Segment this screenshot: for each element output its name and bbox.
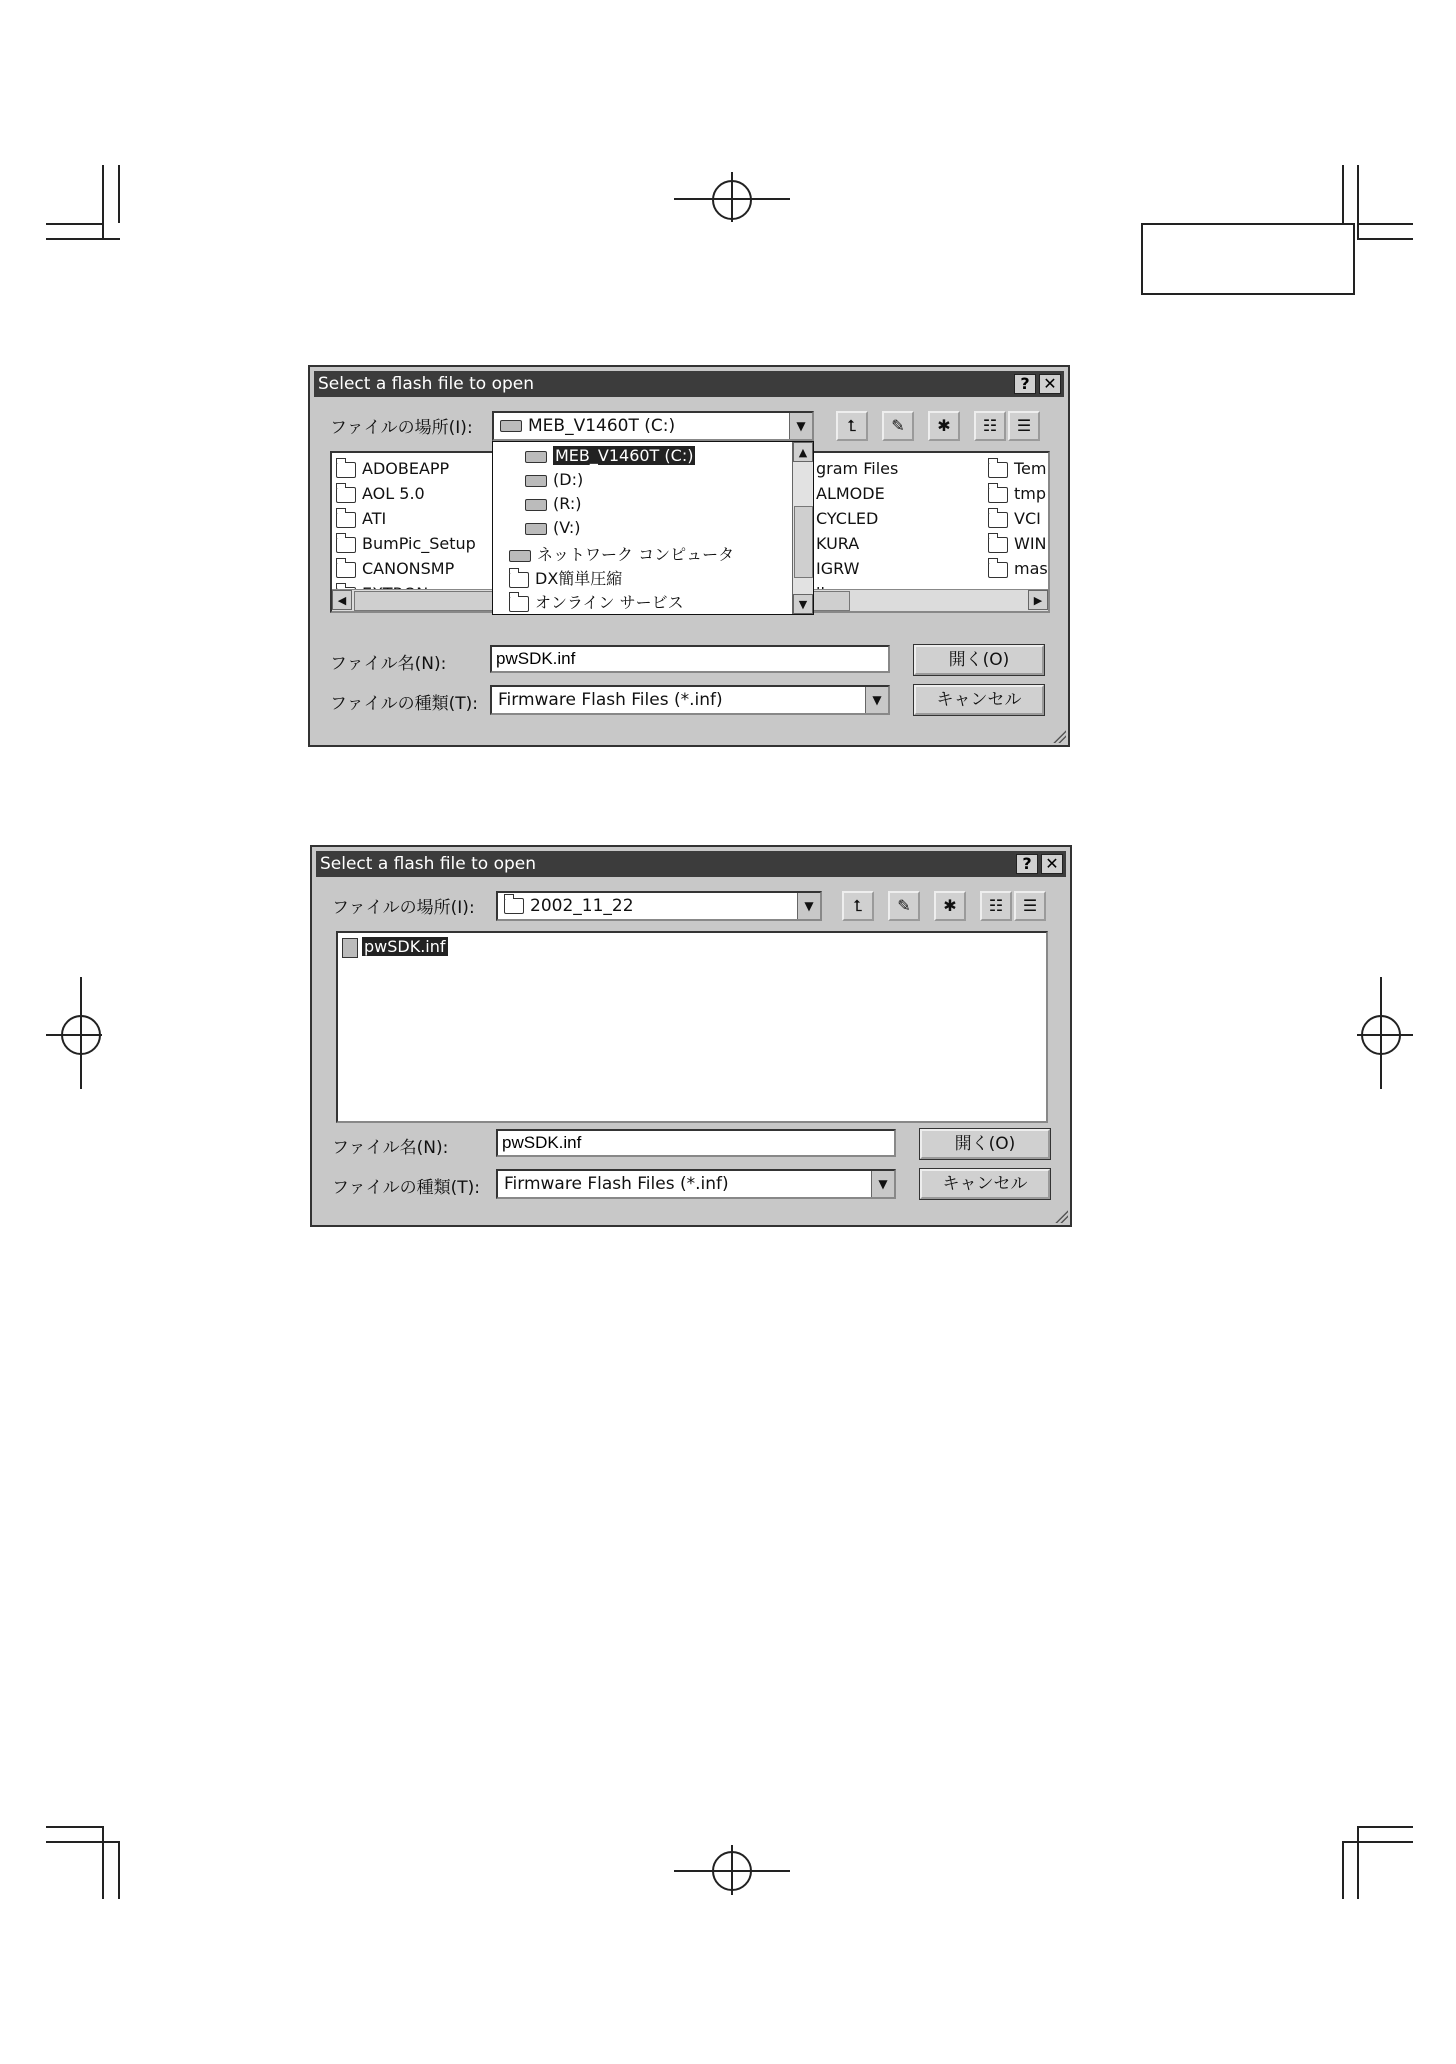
up-folder-icon: ⮤	[847, 416, 857, 435]
folder-icon	[988, 512, 1008, 528]
folder-icon	[988, 537, 1008, 553]
list-item[interactable]: mas	[988, 559, 1048, 578]
desktop-icon: ✎	[891, 416, 905, 435]
list-item[interactable]: ALMODE	[816, 484, 885, 503]
open-file-dialog-1	[308, 365, 1070, 747]
list-item[interactable]: VCI	[988, 509, 1041, 528]
chevron-down-icon[interactable]: ▼	[789, 413, 812, 439]
list-item[interactable]: gram Files	[816, 459, 899, 478]
file-icon	[342, 938, 358, 958]
folder-icon	[336, 537, 356, 553]
list-item[interactable]: CYCLED	[816, 509, 879, 528]
chevron-down-icon[interactable]: ▼	[865, 687, 888, 713]
filename-input[interactable]	[496, 1129, 896, 1157]
list-item[interactable]: ATI	[336, 509, 386, 528]
scroll-right-icon[interactable]: ▶	[1028, 590, 1048, 610]
list-item[interactable]: AOL 5.0	[336, 484, 425, 503]
cancel-button[interactable]: キャンセル	[920, 1169, 1050, 1199]
help-button[interactable]: ?	[1016, 854, 1038, 874]
page-tab-box	[1141, 223, 1355, 295]
help-button[interactable]: ?	[1014, 374, 1036, 394]
network-icon	[509, 550, 531, 562]
up-folder-icon: ⮤	[853, 896, 863, 915]
list-item[interactable]: tmp	[988, 484, 1046, 503]
folder-icon	[336, 512, 356, 528]
resize-grip-icon[interactable]	[1054, 1209, 1068, 1223]
details-view-button[interactable]	[1014, 891, 1046, 921]
title-bar	[314, 371, 1064, 397]
look-in-value: 2002_11_22	[530, 896, 634, 916]
open-file-dialog-2	[310, 845, 1072, 1227]
folder-icon	[509, 572, 529, 588]
details-view-icon: ☰	[1016, 416, 1032, 435]
filename-label: ファイル名(N):	[332, 1138, 449, 1158]
new-folder-button[interactable]	[934, 891, 966, 921]
new-folder-icon: ✱	[943, 896, 957, 915]
scroll-left-icon[interactable]: ◀	[332, 590, 352, 610]
filetype-label: ファイルの種類(T):	[332, 1178, 481, 1198]
new-folder-icon: ✱	[937, 416, 951, 435]
resize-grip-icon[interactable]	[1052, 729, 1066, 743]
close-button[interactable]: ✕	[1041, 854, 1063, 874]
folder-icon	[988, 462, 1008, 478]
close-button[interactable]: ✕	[1039, 374, 1061, 394]
filename-label: ファイル名(N):	[330, 654, 447, 674]
scroll-up-icon[interactable]: ▲	[793, 442, 813, 462]
desktop-button[interactable]	[882, 411, 914, 441]
folder-icon	[504, 898, 524, 914]
filename-input[interactable]	[490, 645, 890, 673]
list-view-icon: ☷	[982, 416, 998, 435]
drive-icon	[500, 420, 522, 432]
look-in-label: ファイルの場所(I):	[330, 418, 473, 438]
dialog-title: Select a flash file to open	[320, 854, 537, 874]
dropdown-item[interactable]: (R:)	[525, 494, 582, 513]
dropdown-item[interactable]: (V:)	[525, 518, 581, 537]
list-item[interactable]: IGRW	[816, 559, 860, 578]
vertical-scrollbar[interactable]	[792, 442, 813, 614]
list-item[interactable]: KURA	[816, 534, 860, 553]
dialog-title: Select a flash file to open	[318, 374, 535, 394]
chevron-down-icon[interactable]: ▼	[797, 893, 820, 919]
folder-icon	[336, 562, 356, 578]
look-in-combo[interactable]	[492, 411, 814, 441]
filetype-combo[interactable]	[490, 685, 890, 715]
list-item[interactable]: WIN	[988, 534, 1047, 553]
cancel-button[interactable]: キャンセル	[914, 685, 1044, 715]
folder-icon	[336, 487, 356, 503]
filetype-value: Firmware Flash Files (*.inf)	[504, 1174, 729, 1194]
list-item[interactable]: ADOBEAPP	[336, 459, 449, 478]
look-in-combo[interactable]	[496, 891, 822, 921]
cd-drive-icon	[525, 523, 547, 535]
list-item[interactable]: pwSDK.inf	[342, 937, 448, 958]
filetype-label: ファイルの種類(T):	[330, 694, 479, 714]
list-view-button[interactable]	[974, 411, 1006, 441]
scroll-thumb[interactable]	[794, 506, 813, 578]
filetype-combo[interactable]	[496, 1169, 896, 1199]
look-in-value: MEB_V1460T (C:)	[528, 416, 676, 436]
folder-icon	[509, 596, 529, 612]
dropdown-item[interactable]: ネットワーク コンピュータ	[509, 542, 734, 565]
details-view-icon: ☰	[1022, 896, 1038, 915]
up-folder-button[interactable]	[842, 891, 874, 921]
dropdown-item[interactable]: (D:)	[525, 470, 583, 489]
chevron-down-icon[interactable]: ▼	[871, 1171, 894, 1197]
desktop-icon: ✎	[897, 896, 911, 915]
up-folder-button[interactable]	[836, 411, 868, 441]
list-item[interactable]: CANONSMP	[336, 559, 454, 578]
list-view-icon: ☷	[988, 896, 1004, 915]
folder-icon	[336, 462, 356, 478]
cd-drive-icon	[525, 499, 547, 511]
look-in-dropdown-list[interactable]	[492, 441, 814, 615]
drive-icon	[525, 475, 547, 487]
desktop-button[interactable]	[888, 891, 920, 921]
filetype-value: Firmware Flash Files (*.inf)	[498, 690, 723, 710]
details-view-button[interactable]	[1008, 411, 1040, 441]
dropdown-item[interactable]: MEB_V1460T (C:)	[525, 446, 695, 465]
dropdown-item[interactable]: DX簡単圧縮	[509, 566, 622, 589]
file-list[interactable]	[336, 931, 1048, 1123]
shortcut-icon	[988, 562, 1008, 578]
open-button[interactable]: 開く(O)	[920, 1129, 1050, 1159]
dropdown-item[interactable]: オンライン サービス	[509, 590, 684, 613]
scroll-down-icon[interactable]: ▼	[793, 594, 813, 614]
list-item[interactable]: BumPic_Setup	[336, 534, 476, 553]
list-item[interactable]: Tem	[988, 459, 1046, 478]
folder-icon	[988, 487, 1008, 503]
drive-icon	[525, 451, 547, 463]
new-folder-button[interactable]	[928, 411, 960, 441]
look-in-label: ファイルの場所(I):	[332, 898, 475, 918]
list-view-button[interactable]	[980, 891, 1012, 921]
title-bar	[316, 851, 1066, 877]
open-button[interactable]: 開く(O)	[914, 645, 1044, 675]
